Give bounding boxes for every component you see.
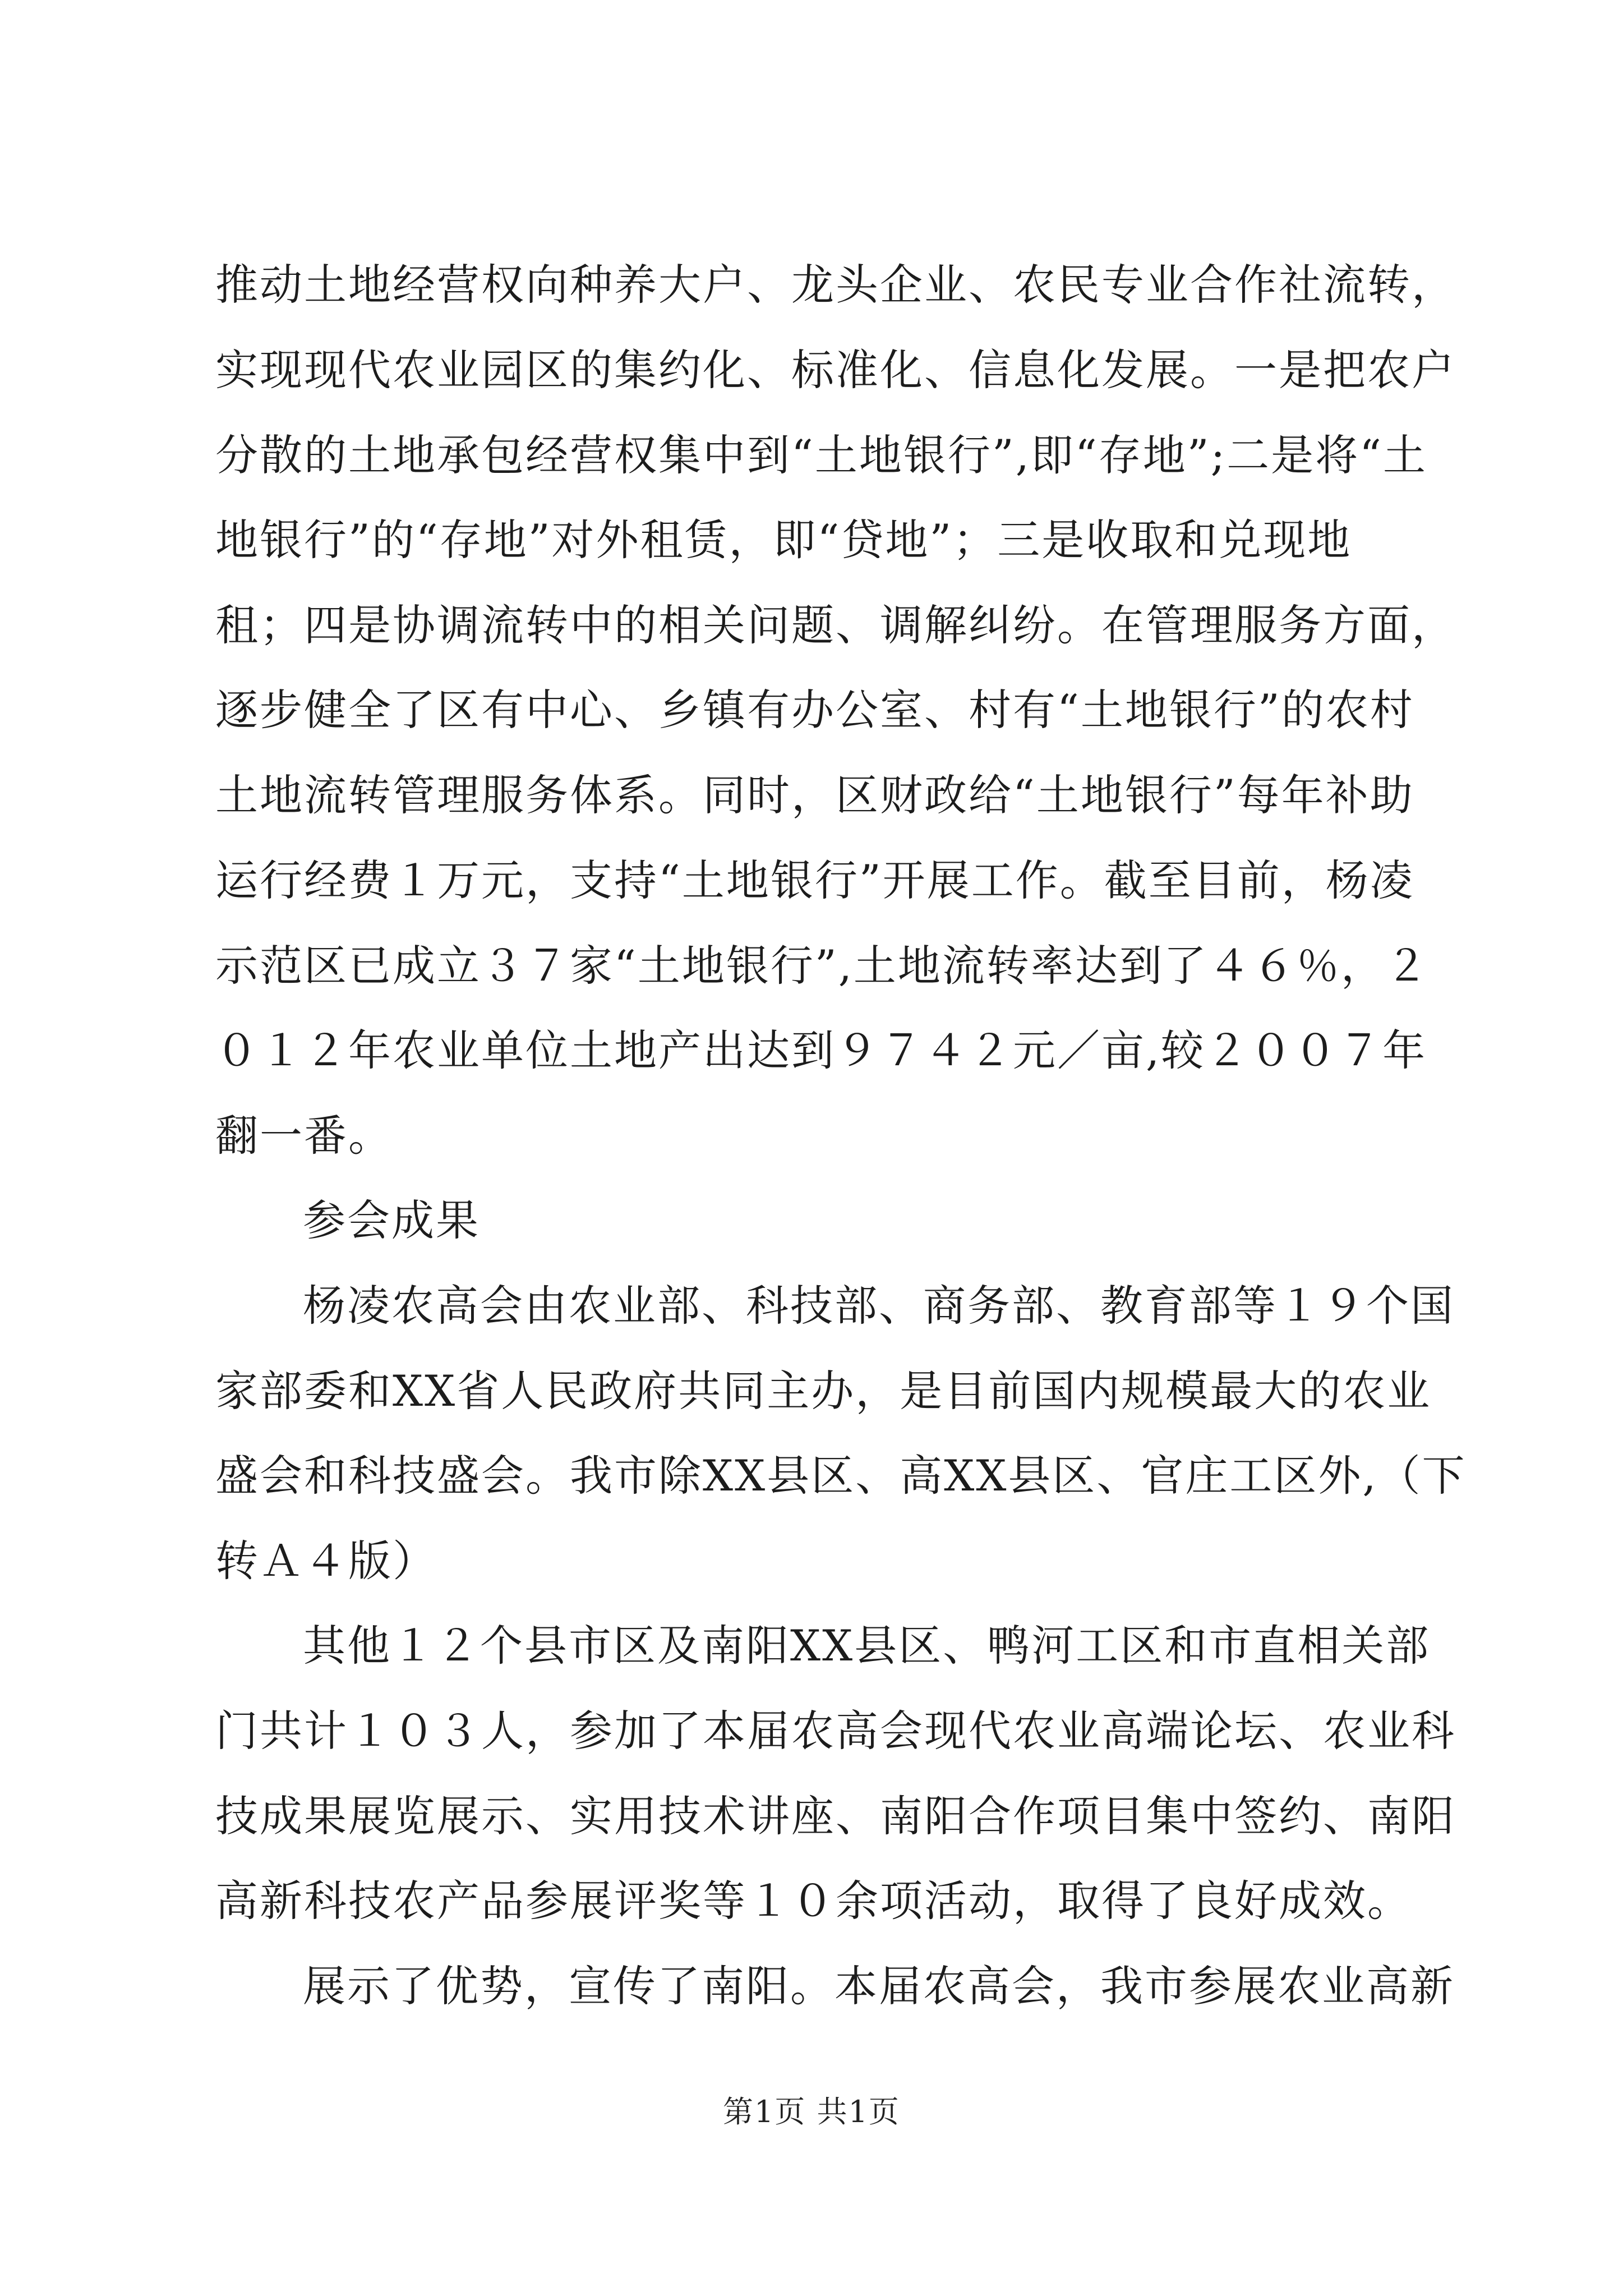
text-line: 杨凌农高会由农业部、科技部、商务部、教育部等１９个国	[303, 1281, 1455, 1331]
text-line: 地银行”的“存地”对外租赁，即“贷地”；三是收取和兑现地	[215, 515, 1352, 565]
text-line: 土地流转管理服务体系。同时，区财政给“土地银行”每年补助	[215, 770, 1414, 820]
text-line: 高新科技农产品参展评奖等１０余项活动，取得了良好成效。	[215, 1876, 1412, 1926]
text-line: 转Ａ４版）	[215, 1536, 437, 1586]
text-line: 其他１２个县市区及南阳XX县区、鸭河工区和市直相关部	[303, 1621, 1431, 1671]
text-line: 实现现代农业园区的集约化、标准化、信息化发展。一是把农户	[215, 345, 1456, 395]
text-line: 示范区已成立３７家“土地银行”,土地流转率达到了４６％，２	[215, 941, 1430, 991]
text-line: 推动土地经营权向种养大户、龙头企业、农民专业合作社流转，	[215, 260, 1456, 310]
text-line: 技成果展览展示、实用技术讲座、南阳合作项目集中签约、南阳	[215, 1791, 1456, 1841]
text-line: 分散的土地承包经营权集中到“土地银行”,即“存地”;二是将“土	[215, 430, 1428, 480]
text-line: 家部委和XX省人民政府共同主办，是目前国内规模最大的农业	[215, 1366, 1432, 1416]
text-line: ０１２年农业单位土地产出达到９７４２元／亩,较２００７年	[215, 1025, 1427, 1075]
text-line: 盛会和科技盛会。我市除XX县区、高XX县区、官庄工区外,（下	[215, 1451, 1467, 1501]
text-line: 门共计１０３人，参加了本届农高会现代农业高端论坛、农业科	[215, 1706, 1456, 1756]
page-number-footer: 第1页 共1页	[723, 2094, 900, 2129]
text-line: 运行经费１万元，支持“土地银行”开展工作。截至目前，杨凌	[215, 855, 1414, 905]
text-line: 逐步健全了区有中心、乡镇有办公室、村有“土地银行”的农村	[215, 685, 1414, 735]
text-line: 翻一番。	[215, 1111, 393, 1161]
text-line: 展示了优势，宣传了南阳。本届农高会，我市参展农业高新	[303, 1961, 1455, 2011]
text-line: 租；四是协调流转中的相关问题、调解纠纷。在管理服务方面，	[215, 600, 1456, 650]
section-heading: 参会成果	[303, 1195, 480, 1245]
